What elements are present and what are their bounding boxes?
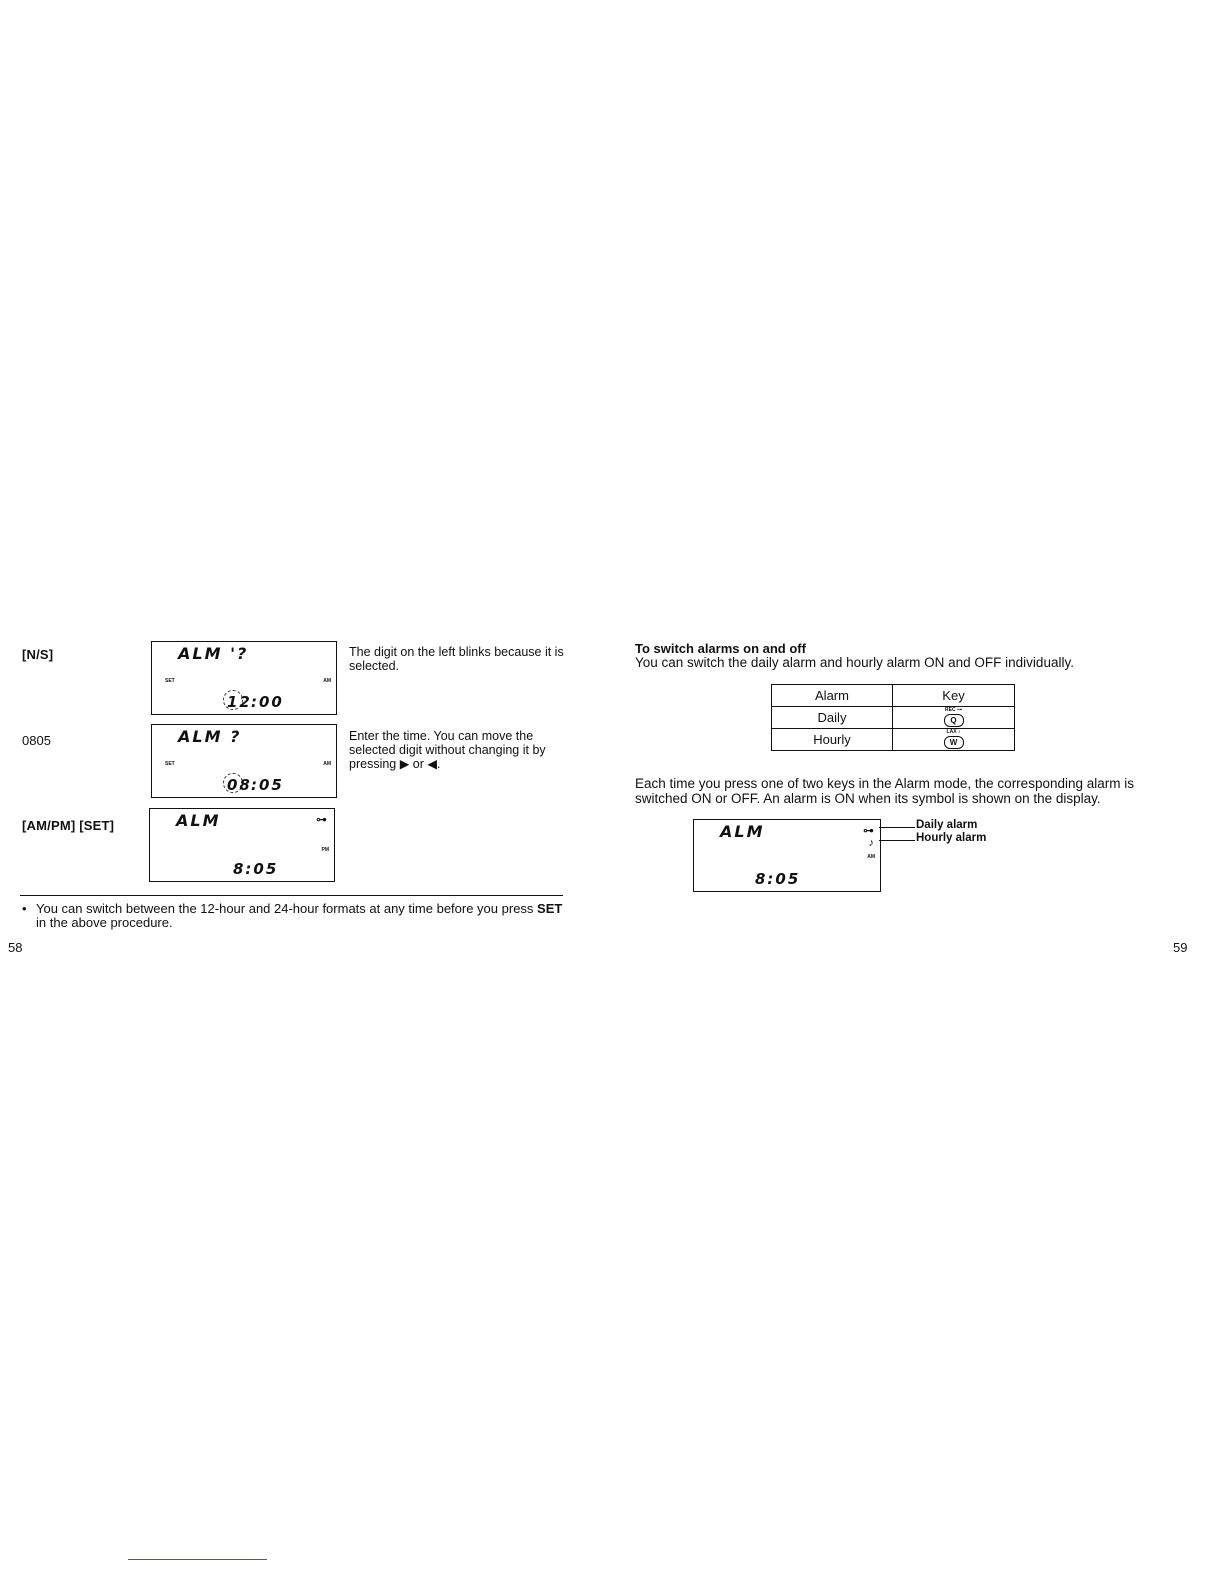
footer-underline bbox=[128, 1559, 267, 1560]
key-letter: W bbox=[949, 738, 958, 747]
key-cap-label: LAX ♪ bbox=[946, 729, 961, 735]
lcd-time-rest: :00 bbox=[251, 693, 284, 711]
table-row bbox=[772, 707, 1015, 729]
key-letter: Q bbox=[950, 716, 957, 725]
key-cell bbox=[893, 707, 1015, 729]
header-key: Key bbox=[893, 685, 1015, 707]
lcd-set-indicator: SET bbox=[165, 761, 175, 767]
key-cell bbox=[893, 729, 1015, 751]
lcd-display-step1 bbox=[151, 641, 337, 715]
alarm-key-table bbox=[771, 684, 1015, 751]
alarm-daily: Daily bbox=[772, 707, 893, 729]
table-row bbox=[772, 729, 1015, 751]
lcd-top-text: ALM bbox=[176, 811, 221, 830]
step-key-ns: [N/S] bbox=[22, 647, 54, 662]
header-alarm: Alarm bbox=[772, 685, 893, 707]
lcd-top-text: ALM ? bbox=[178, 727, 242, 746]
lcd-time-blink-digits: 12 bbox=[227, 693, 252, 711]
footnote-text-part2: in the above procedure. bbox=[36, 915, 173, 930]
divider-rule bbox=[20, 895, 563, 896]
lcd-display-alarm-status bbox=[693, 819, 881, 892]
step-key-digits: 0805 bbox=[22, 733, 51, 748]
daily-alarm-icon: ⊶ bbox=[863, 825, 874, 837]
intro-text: You can switch the daily alarm and hourly alarm ON and OFF individually. bbox=[635, 655, 1074, 670]
lcd-top-text: ALM '? bbox=[178, 644, 249, 663]
step-key-ampm-set: [AM/PM] [SET] bbox=[22, 818, 115, 833]
daily-alarm-icon: ⊶ bbox=[316, 814, 327, 826]
lcd-time-rest: :05 bbox=[251, 776, 284, 794]
page-number-left: 58 bbox=[8, 940, 23, 955]
lcd-top-text: ALM bbox=[720, 822, 765, 841]
explanation-paragraph: Each time you press one of two keys in the Alarm mode, the corresponding alarm is switched ON or OFF. An alarm is ON when its symbol is shown on the display. bbox=[635, 776, 1134, 806]
lcd-am-indicator: AM bbox=[867, 854, 875, 860]
lcd-display-step2 bbox=[151, 724, 337, 798]
key-cap-label: REC ⊶ bbox=[945, 707, 962, 713]
alarm-hourly: Hourly bbox=[772, 729, 893, 751]
lcd-time-blink-digits: 08 bbox=[227, 776, 252, 794]
lcd-display-step3 bbox=[149, 808, 335, 882]
section-heading: To switch alarms on and off bbox=[635, 641, 806, 656]
page-number-right: 59 bbox=[1173, 940, 1188, 955]
footnote-text-part1: You can switch between the 12-hour and 24-hour formats at any time before you press bbox=[36, 901, 538, 916]
lcd-set-indicator: SET bbox=[165, 678, 175, 684]
lcd-am-indicator: AM bbox=[323, 761, 331, 767]
hourly-alarm-icon: ♪ bbox=[868, 837, 874, 849]
lcd-am-indicator: AM bbox=[323, 678, 331, 684]
lcd-time: 8:05 bbox=[755, 870, 801, 888]
footnote-set-key: SET bbox=[537, 901, 563, 916]
lcd-time: 8:05 bbox=[233, 860, 279, 878]
w-key-icon bbox=[944, 729, 964, 749]
step-description: Enter the time. You can move the selected digit without changing it by pressing ▶ or ◀. bbox=[349, 729, 546, 771]
lcd-pm-indicator: PM bbox=[321, 847, 329, 853]
table-header-row bbox=[772, 685, 1015, 707]
step-description: The digit on the left blinks because it is selected. bbox=[349, 645, 564, 673]
q-key-icon bbox=[944, 707, 964, 727]
bullet: • bbox=[22, 901, 27, 916]
callout-line-daily bbox=[879, 827, 915, 828]
callout-line-hourly bbox=[879, 840, 915, 841]
callout-hourly-alarm: Hourly alarm bbox=[916, 832, 987, 844]
callout-daily-alarm: Daily alarm bbox=[916, 819, 978, 831]
footnote bbox=[22, 902, 567, 930]
